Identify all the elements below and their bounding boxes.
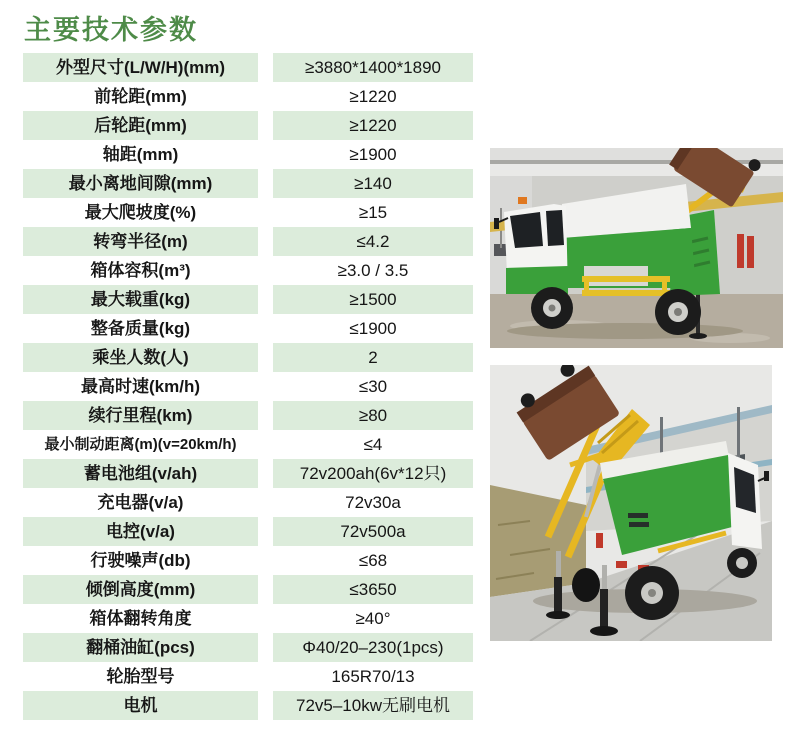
spec-label-cell: 后轮距(mm) [23, 111, 258, 140]
spec-value-cell: 72v30a [345, 493, 401, 512]
spec-column-gap [258, 372, 273, 401]
spec-value-cell: 72v5–10kw无刷电机 [273, 691, 473, 720]
spec-value-cell: 72v200ah(6v*12只) [273, 459, 473, 488]
spec-column-gap [258, 198, 273, 227]
truck-rear-photo [490, 365, 772, 641]
spec-value-cell: 165R70/13 [331, 667, 415, 686]
spec-value-cell: ≥1220 [349, 87, 397, 106]
spec-column-gap [258, 343, 273, 372]
spec-label-cell: 电控(v/a) [23, 517, 258, 546]
spec-value-cell: ≤4.2 [273, 227, 473, 256]
spec-row [23, 633, 473, 662]
spec-column-gap [258, 285, 273, 314]
spec-row [23, 546, 473, 575]
spec-value-cell: ≥40° [355, 609, 391, 628]
spec-column-gap [258, 169, 273, 198]
spec-column-gap [258, 691, 273, 720]
spec-column-gap [258, 82, 273, 111]
spec-row [23, 227, 473, 256]
spec-label-cell: 最大载重(kg) [23, 285, 258, 314]
spec-value-cell: 2 [273, 343, 473, 372]
spec-label-cell: 翻桶油缸(pcs) [23, 633, 258, 662]
spec-value-cell: ≤30 [358, 377, 388, 396]
spec-column-gap [258, 256, 273, 285]
spec-value-cell: ≤4 [363, 435, 383, 454]
spec-row [23, 517, 473, 546]
spec-column-gap [258, 401, 273, 430]
spec-label-cell: 最高时速(km/h) [81, 377, 200, 396]
spec-row [23, 459, 473, 488]
spec-label-cell: 电机 [23, 691, 258, 720]
spec-table [23, 53, 473, 720]
spec-column-gap [258, 53, 273, 82]
spec-row [23, 111, 473, 140]
spec-row [23, 488, 473, 517]
spec-label-cell: 最小离地间隙(mm) [23, 169, 258, 198]
spec-value-cell: ≥1900 [349, 145, 397, 164]
spec-column-gap [258, 517, 273, 546]
spec-label-cell: 外型尺寸(L/W/H)(mm) [23, 53, 258, 82]
spec-row [23, 662, 473, 691]
spec-column-gap [258, 575, 273, 604]
spec-column-gap [258, 633, 273, 662]
spec-value-cell: ≥80 [273, 401, 473, 430]
spec-column-gap [258, 604, 273, 633]
spec-label-cell: 轴距(mm) [102, 145, 179, 164]
spec-row [23, 430, 473, 459]
spec-row [23, 53, 473, 82]
spec-row [23, 401, 473, 430]
spec-label-cell: 续行里程(km) [23, 401, 258, 430]
spec-row [23, 256, 473, 285]
spec-column-gap [258, 111, 273, 140]
spec-value-cell: ≤3650 [273, 575, 473, 604]
truck-side-photo-illustration [490, 148, 783, 348]
spec-value-cell: ≤68 [358, 551, 388, 570]
spec-label-cell: 箱体容积(m³) [90, 261, 191, 280]
spec-row [23, 198, 473, 227]
spec-row [23, 604, 473, 633]
spec-column-gap [258, 546, 273, 575]
spec-column-gap [258, 430, 273, 459]
spec-row [23, 82, 473, 111]
spec-value-cell: ≥3.0 / 3.5 [337, 261, 409, 280]
page-title: 主要技术参数 [24, 15, 198, 45]
spec-column-gap [258, 662, 273, 691]
truck-side-photo [490, 148, 783, 348]
spec-row [23, 372, 473, 401]
spec-value-cell: ≥1220 [273, 111, 473, 140]
spec-row [23, 285, 473, 314]
spec-column-gap [258, 227, 273, 256]
spec-label-cell: 最小制动距离(m)(v=20km/h) [44, 436, 237, 453]
spec-row [23, 691, 473, 720]
spec-column-gap [258, 459, 273, 488]
spec-column-gap [258, 488, 273, 517]
spec-row [23, 314, 473, 343]
truck-rear-photo-illustration [490, 365, 772, 641]
spec-value-cell: ≥140 [273, 169, 473, 198]
spec-row [23, 343, 473, 372]
spec-label-cell: 最大爬坡度(%) [84, 203, 197, 222]
spec-label-cell: 蓄电池组(v/ah) [23, 459, 258, 488]
spec-label-cell: 转弯半径(m) [23, 227, 258, 256]
spec-label-cell: 充电器(v/a) [97, 493, 184, 512]
spec-value-cell: ≥15 [358, 203, 388, 222]
spec-value-cell: 72v500a [273, 517, 473, 546]
spec-column-gap [258, 314, 273, 343]
spec-row [23, 140, 473, 169]
spec-column-gap [258, 140, 273, 169]
spec-label-cell: 倾倒高度(mm) [23, 575, 258, 604]
spec-label-cell: 行驶噪声(db) [90, 551, 191, 570]
spec-label-cell: 整备质量(kg) [90, 319, 191, 338]
spec-label-cell: 前轮距(mm) [94, 87, 187, 106]
spec-label-cell: 轮胎型号 [106, 667, 175, 686]
spec-label-cell: 箱体翻转角度 [89, 609, 192, 628]
spec-value-cell: ≥1500 [273, 285, 473, 314]
spec-label-cell: 乘坐人数(人) [23, 343, 258, 372]
spec-value-cell: ≥3880*1400*1890 [273, 53, 473, 82]
spec-value-cell: Φ40/20–230(1pcs) [273, 633, 473, 662]
spec-row [23, 575, 473, 604]
spec-row [23, 169, 473, 198]
spec-value-cell: ≤1900 [349, 319, 397, 338]
